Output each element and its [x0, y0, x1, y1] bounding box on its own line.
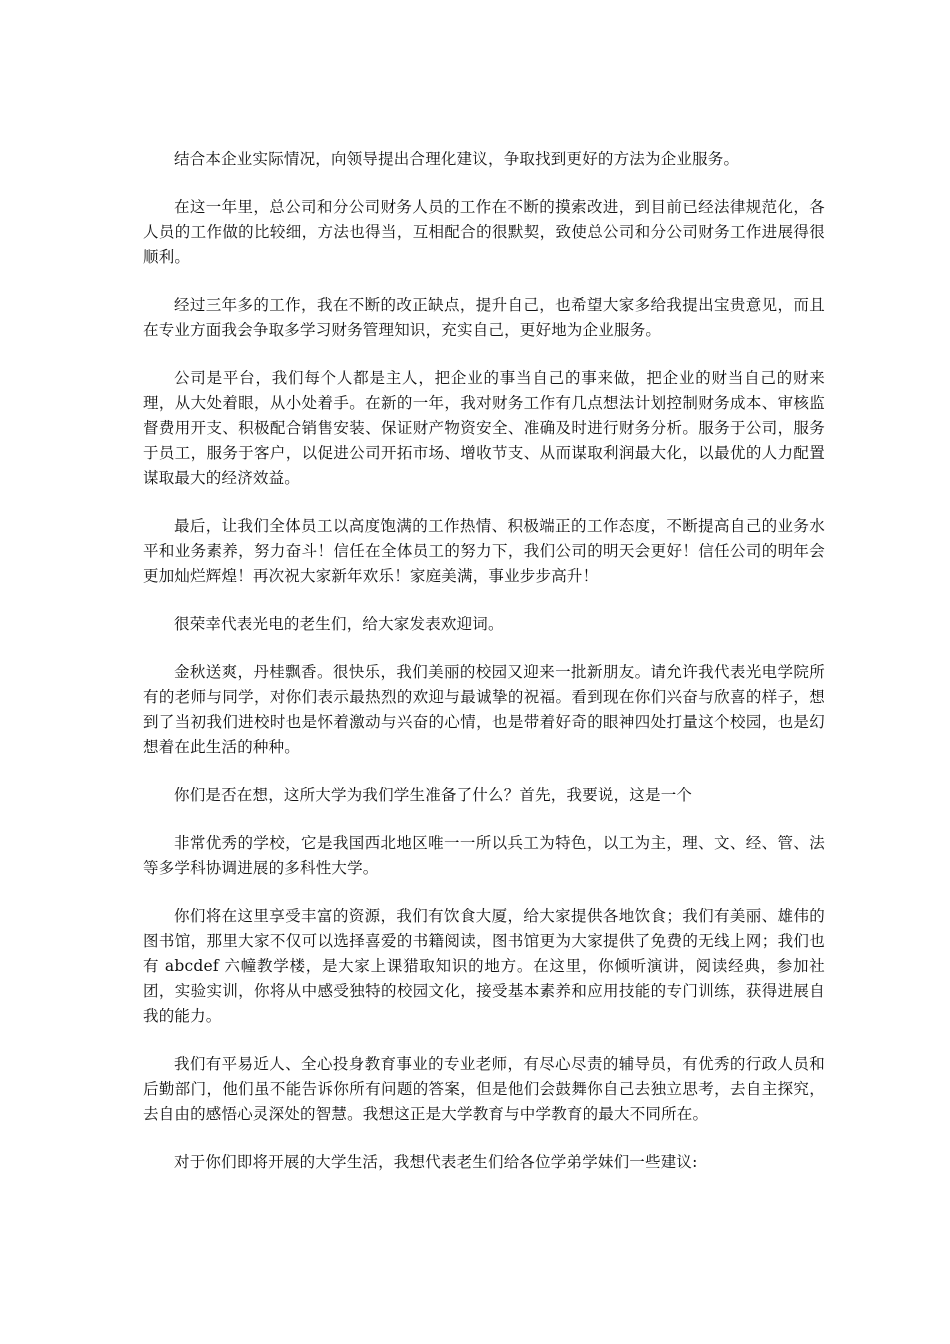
paragraph: 你们是否在想，这所大学为我们学生准备了什么？首先，我要说，这是一个: [174, 786, 693, 804]
paragraph: 我们有平易近人、全心投身教育事业的专业老师，有尽心尽责的辅导员，有优秀的行政人员和后勤部门，他们虽不能告诉你所有问题的答案，但是他们会鼓舞你自己去独立思考，去自主探究，去自由的感悟心灵深处的智慧。我想这正是大学教育与中学教育的最大不同所在。: [143, 1055, 825, 1123]
paragraph: 金秋送爽，丹桂飘香。很快乐，我们美丽的校园又迎来一批新朋友。请允许我代表光电学院所有的老师与同学，对你们表示最热烈的欢迎与最诚挚的祝福。看到现在你们兴奋与欣喜的样子，想到了当初我们进校时也是怀着激动与兴奋的心情，也是带着好奇的眼神四处打量这个校园，也是幻想着在此生活的种种。: [143, 663, 825, 756]
paragraph: 在这一年里，总公司和分公司财务人员的工作在不断的摸索改进，到目前已经法律规范化，各人员的工作做的比较细，方法也得当，互相配合的很默契，致使总公司和分公司财务工作进展得很顺利。: [143, 198, 825, 266]
paragraph: 非常优秀的学校，它是我国西北地区唯一一所以兵工为特色，以工为主，理、文、经、管、法等多学科协调进展的多科性大学。: [143, 834, 825, 877]
paragraph: 你们将在这里享受丰富的资源，我们有饮食大厦，给大家提供各地饮食；我们有美丽、雄伟的图书馆，那里大家不仅可以选择喜爱的书籍阅读，图书馆更为大家提供了免费的无线上网；我们也有 abcdef 六幢教学楼，是大家上课猎取知识的地方。在这里，你倾听演讲，阅读经典，参加社团，实验实训，你将从中感受独特的校园文化，接受基本素养和应用技能的专门训练，获得进展自我的能力。: [143, 907, 825, 1025]
document-body: [143, 147, 825, 1198]
paragraph: 结合本企业实际情况，向领导提出合理化建议，争取找到更好的方法为企业服务。: [174, 150, 740, 168]
paragraph: 公司是平台，我们每个人都是主人，把企业的事当自己的事来做，把企业的财当自己的财来理，从大处着眼，从小处着手。在新的一年，我对财务工作有几点想法计划控制财务成本、审核监督费用开支、积极配合销售安装、保证财产物资安全、准确及时进行财务分析。服务于公司，服务于员工，服务于客户，以促进公司开拓市场、增收节支、从而谋取利润最大化，以最优的人力配置谋取最大的经济效益。: [143, 369, 825, 487]
paragraph: 最后，让我们全体员工以高度饱满的工作热情、积极端正的工作态度，不断提高自己的业务水平和业务素养，努力奋斗！信任在全体员工的努力下，我们公司的明天会更好！信任公司的明年会更加灿烂辉煌！再次祝大家新年欢乐！家庭美满，事业步步高升！: [143, 517, 825, 585]
paragraph: 经过三年多的工作，我在不断的改正缺点，提升自己，也希望大家多给我提出宝贵意见，而且在专业方面我会争取多学习财务管理知识，充实自己，更好地为企业服务。: [143, 296, 825, 339]
paragraph: 很荣幸代表光电的老生们，给大家发表欢迎词。: [174, 615, 504, 633]
paragraph: 对于你们即将开展的大学生活，我想代表老生们给各位学弟学妹们一些建议:: [174, 1153, 698, 1171]
